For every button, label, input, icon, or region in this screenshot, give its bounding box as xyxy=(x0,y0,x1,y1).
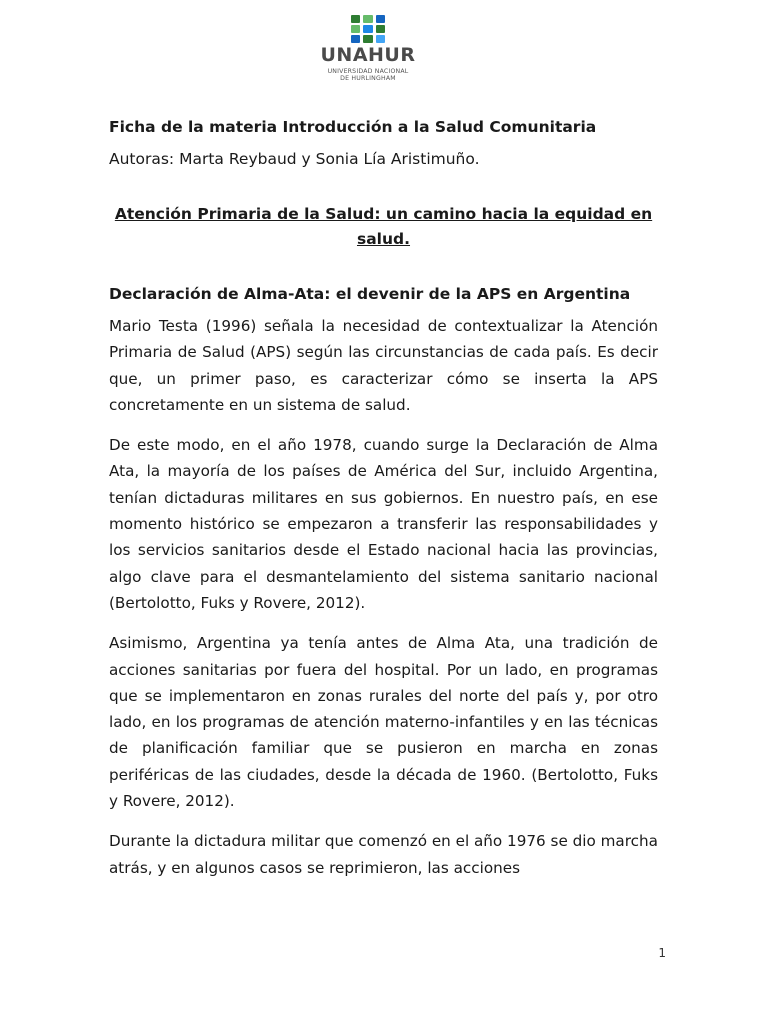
document-body xyxy=(109,116,658,881)
unahur-logo xyxy=(318,14,418,84)
paragraph: De este modo, en el año 1978, cuando surge la Declaración de Alma Ata, la mayoría de los países de América del Sur, incluido Argentina, tenían dictaduras militares en sus gobiernos. En nuestro país, en ese momento histórico se empezaron a transferir las responsabilidades y los servicios sanitarios desde el Estado nacional hacia las provincias, algo clave para el desmantelamiento del sistema sanitario nacional (Bertolotto, Fuks y Rovere, 2012). xyxy=(109,436,658,612)
document-heading: Ficha de la materia Introducción a la Salud Comunitaria xyxy=(109,118,597,136)
document-title: Atención Primaria de la Salud: un camino hacia la equidad en salud. xyxy=(114,205,653,248)
page-number: 1 xyxy=(658,946,666,960)
logo-subtitle-line1: UNIVERSIDAD NACIONAL xyxy=(327,68,409,75)
unahur-logo-mark-icon xyxy=(350,14,386,44)
logo-wordmark: UNAHUR xyxy=(320,44,416,66)
paragraph: Mario Testa (1996) señala la necesidad de contextualizar la Atención Primaria de Salud (APS) según las circunstancias de cada país. Es decir que, un primer paso, es caracterizar cómo se inserta la APS concretamente en un sistema de salud. xyxy=(109,317,658,414)
paragraph: Asimismo, Argentina ya tenía antes de Alma Ata, una tradición de acciones sanitarias por fuera del hospital. Por un lado, en programas que se implementaron en zonas rurales del norte del país y, por otro lado, en los programas de atención materno-infantiles y en las técnicas de planificación familiar que se pusieron en marcha en zonas periféricas de las ciudades, desde la década de 1960. (Bertolotto, Fuks y Rovere, 2012). xyxy=(109,634,658,811)
paragraph: Durante la dictadura militar que comenzó en el año 1976 se dio marcha atrás, y en algunos casos se reprimieron, las acciones xyxy=(109,832,658,877)
document-authors: Autoras: Marta Reybaud y Sonia Lía Aristimuño. xyxy=(109,150,480,168)
logo-subtitle-line2: DE HURLINGHAM xyxy=(340,75,396,82)
section-heading: Declaración de Alma-Ata: el devenir de la APS en Argentina xyxy=(109,285,631,303)
